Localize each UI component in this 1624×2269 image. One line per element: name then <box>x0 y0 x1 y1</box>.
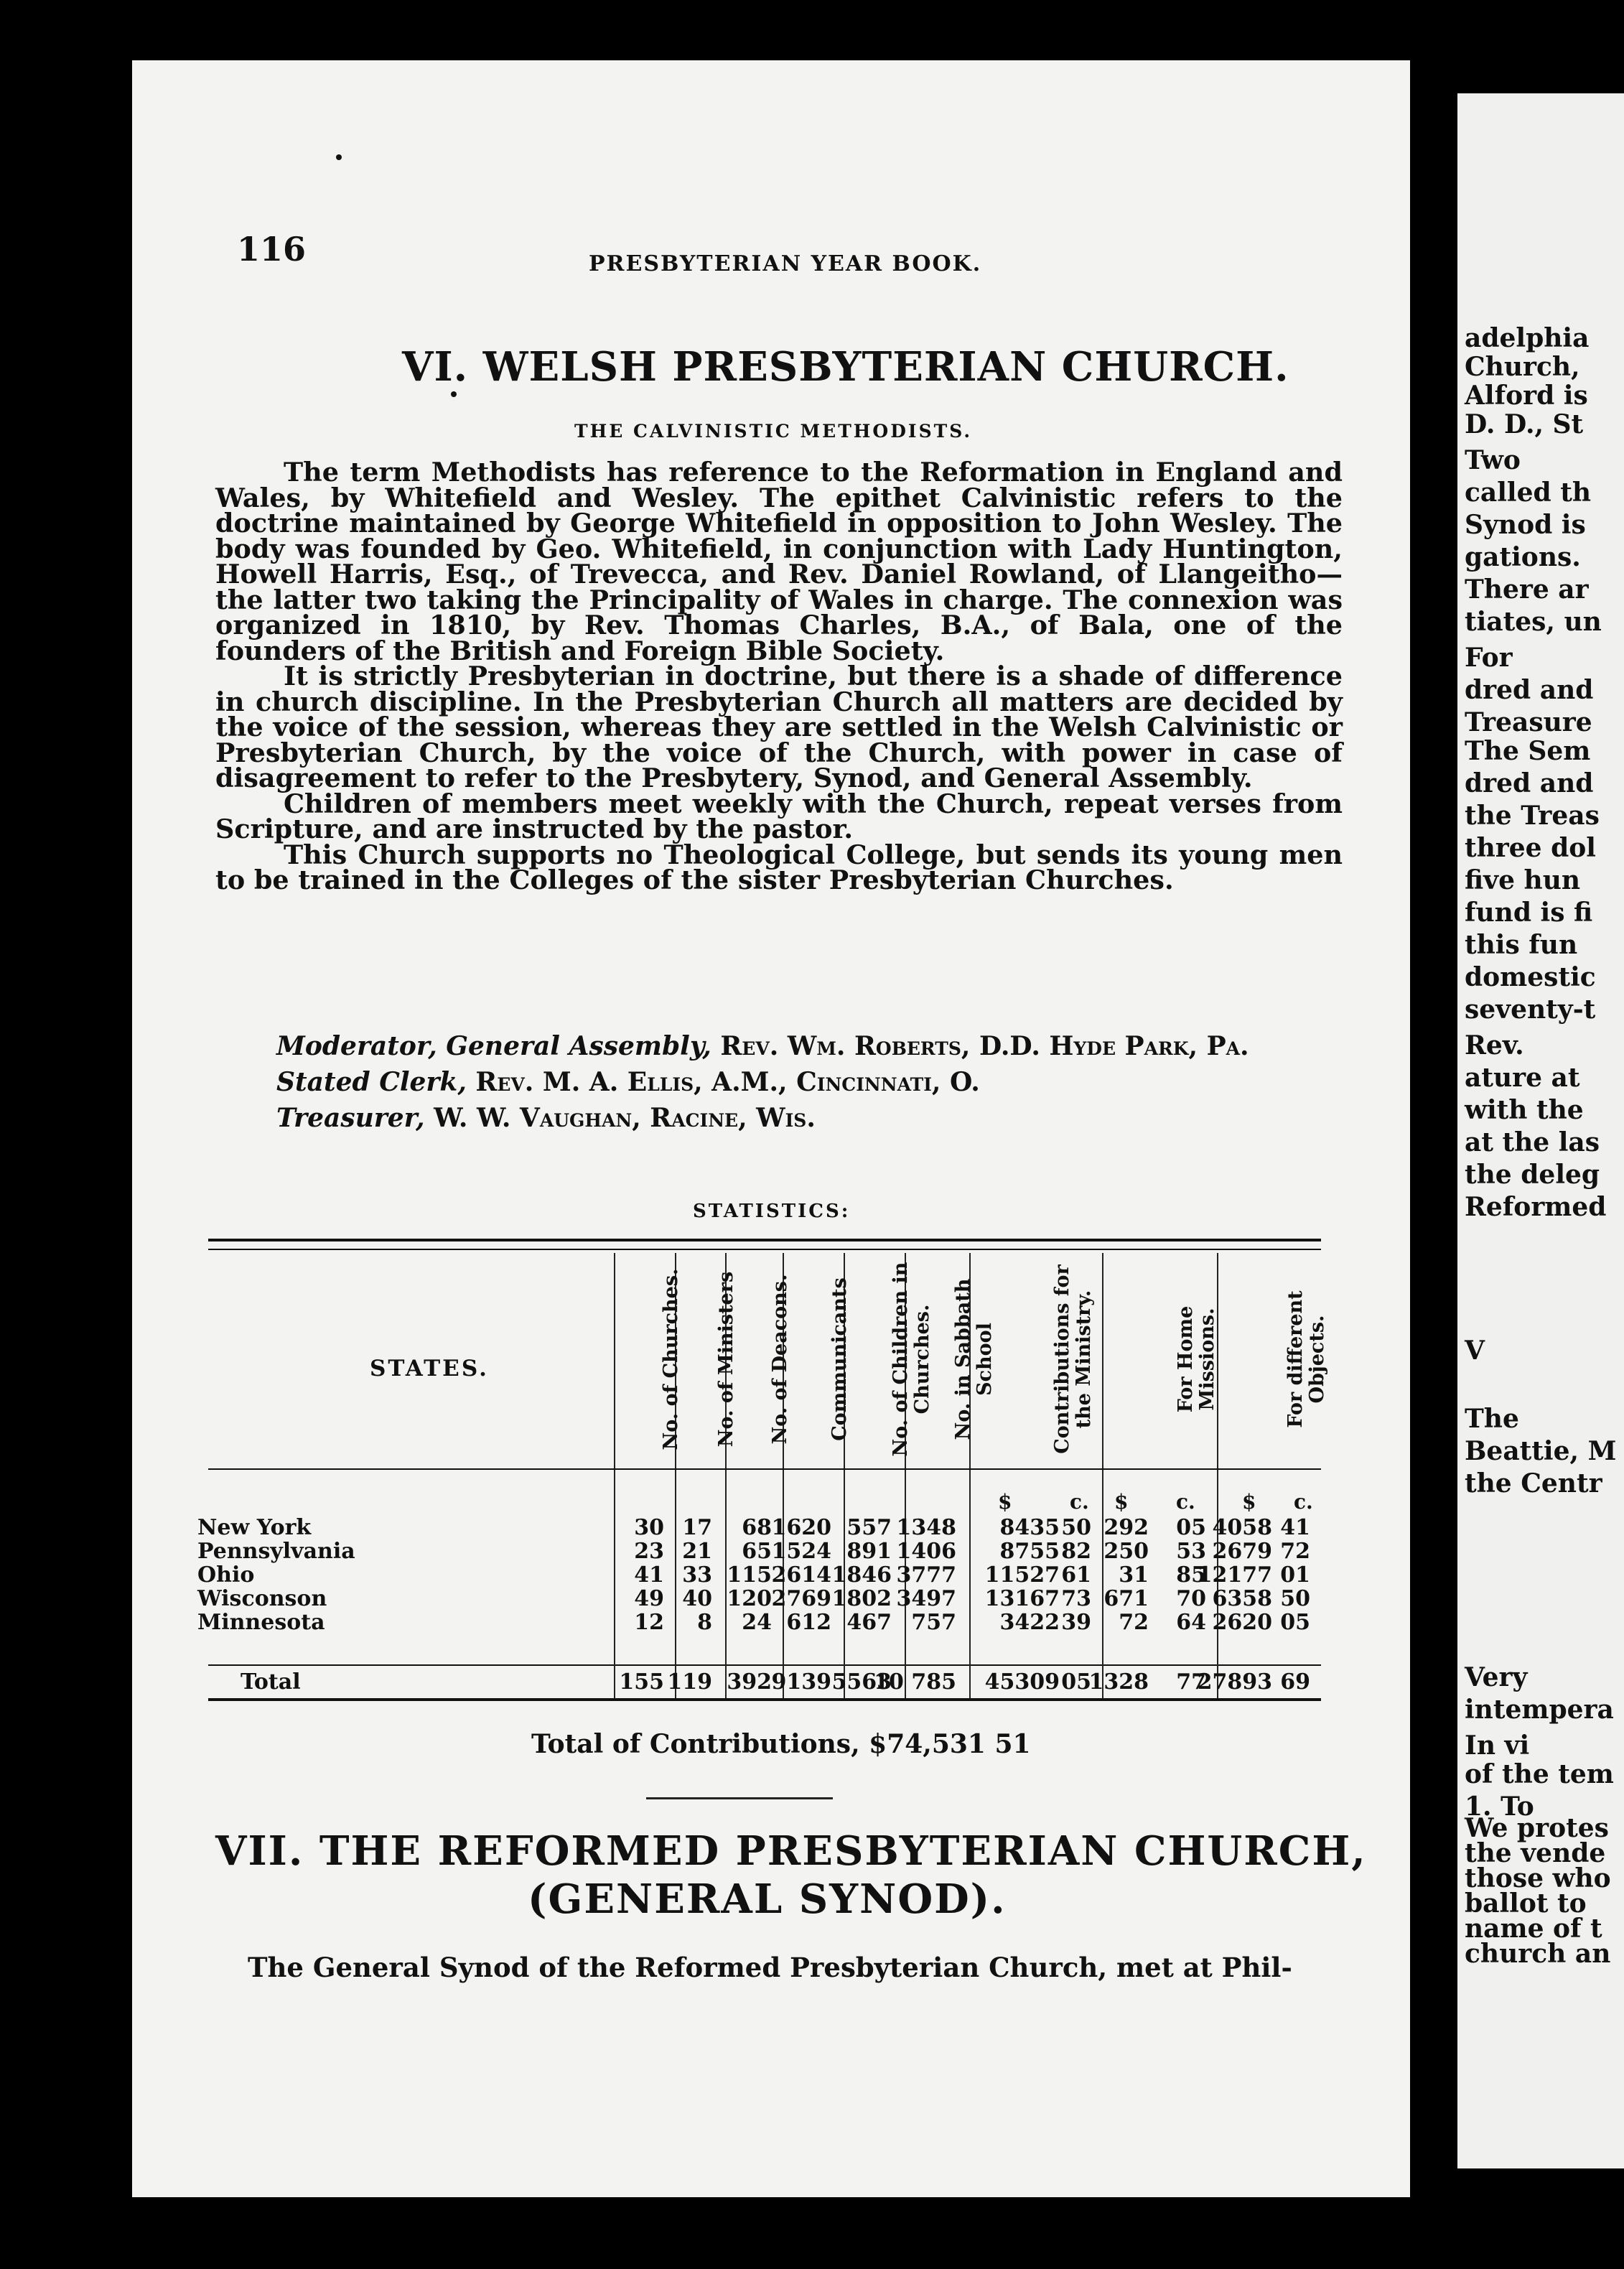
table-total-row <box>208 1669 1321 1693</box>
facing-page-line: Church, <box>1465 352 1580 382</box>
facing-page-line: the vende <box>1465 1838 1606 1868</box>
table-row <box>197 1539 1321 1564</box>
row-label: Ohio <box>197 1562 255 1588</box>
running-head: PRESBYTERIAN YEAR BOOK. <box>589 251 982 276</box>
facing-page-line: the deleg <box>1465 1160 1600 1190</box>
paragraph: This Church supports no Theological College, but sends its young men to be trained in the Colleges of the sister Presbyterian Churches. <box>215 839 1343 895</box>
facing-page-line: three dol <box>1465 833 1596 863</box>
facing-page-line: There ar <box>1465 574 1589 605</box>
facing-page-line: name of t <box>1465 1914 1602 1944</box>
unit-label: c. <box>1176 1490 1195 1514</box>
table-cell: 8755 <box>999 1539 1060 1564</box>
facing-page-line: the Treas <box>1465 801 1600 831</box>
table-cell: 1348 <box>896 1515 956 1540</box>
section-divider <box>646 1797 833 1799</box>
facing-page-line: tiates, un <box>1465 607 1602 637</box>
paragraph: Children of members meet weekly with the Church, repeat verses from Scripture, and are instructed by the pastor. <box>215 788 1343 844</box>
table-cell: 3497 <box>896 1586 956 1611</box>
table-cell: 2614 <box>771 1562 831 1588</box>
unit-label: c. <box>1070 1490 1089 1514</box>
facing-page-line: of the tem <box>1465 1759 1614 1789</box>
body-text <box>215 457 1343 895</box>
column-header: No. of Ministers <box>715 1271 737 1448</box>
facing-page-line: with the <box>1465 1095 1584 1125</box>
facing-page-line: gations. <box>1465 542 1581 572</box>
facing-page-line: The Sem <box>1465 736 1591 766</box>
table-cell: 11527 <box>984 1562 1060 1588</box>
column-header: Communicants <box>828 1277 851 1441</box>
table-cell: 05 <box>1176 1515 1206 1540</box>
table-cell: 292 <box>1103 1515 1149 1540</box>
table-cell: 1802 <box>831 1586 892 1611</box>
facing-page-line: ature at <box>1465 1063 1580 1093</box>
facing-page-line: Alford is <box>1465 381 1588 411</box>
next-section-subtitle: (GENERAL SYNOD). <box>528 1876 1007 1923</box>
facing-page-line: seventy-t <box>1465 994 1596 1025</box>
column-header: No. in Sabbath School <box>952 1278 996 1440</box>
table-cell: 21 <box>682 1539 712 1564</box>
unit-label: $ <box>1114 1490 1129 1514</box>
paragraph: The term Methodists has reference to the Reformation in England and Wales, by Whitefield and Wesley. The epithet Calvinistic refers to the doctrine maintained by George Whitefield in opposition to John Wesley. The body was founded by Geo. Whitefield, in conjunction with Lady Huntington, Howell Harris, Esq., of Trevecca, and Rev. Daniel Rowland, of Llangeitho—the latter two taking the Principality of Wales in charge. The connexion was organized in 1810, by Rev. Thomas Charles, B.A., of Bala, one of the founders of the British and Foreign Bible Society. <box>215 457 1343 666</box>
facing-page-line: D. D., St <box>1465 409 1584 439</box>
facing-page-line: fund is fi <box>1465 898 1593 928</box>
table-cell: 73 <box>1061 1586 1091 1611</box>
table-total-rule <box>208 1664 1321 1666</box>
officers-list <box>276 1028 1249 1136</box>
table-cell: 01 <box>1280 1562 1310 1588</box>
table-cell: 13167 <box>984 1586 1060 1611</box>
facing-page-line: Very <box>1465 1662 1528 1692</box>
table-cell: 23 <box>634 1539 664 1564</box>
table-cell: 61 <box>1061 1562 1091 1588</box>
table-cell: 8435 <box>999 1515 1060 1540</box>
table-cell: 72 <box>1280 1539 1310 1564</box>
table-cell: 33 <box>682 1562 712 1588</box>
row-label: Pennsylvania <box>197 1539 355 1564</box>
facing-page-line: We protes <box>1465 1813 1609 1843</box>
table-bottom-rule <box>208 1698 1321 1701</box>
facing-page-line: V <box>1465 1336 1485 1366</box>
table-cell: 9139 <box>771 1669 831 1695</box>
page-number: 116 <box>237 230 307 269</box>
row-label: Wisconson <box>197 1586 327 1611</box>
table-cell: 1328 <box>1088 1669 1149 1695</box>
table-row <box>197 1562 1321 1588</box>
table-row <box>197 1610 1321 1635</box>
table-cell: 82 <box>1061 1539 1091 1564</box>
table-cell: 31 <box>1119 1562 1149 1588</box>
unit-label: $ <box>1242 1490 1256 1514</box>
table-row <box>197 1586 1321 1611</box>
total-contributions: Total of Contributions, $74,531 51 <box>531 1729 1031 1759</box>
table-cell: 85 <box>1176 1562 1206 1588</box>
facing-page-line: Beattie, M <box>1465 1436 1617 1466</box>
next-section-text: The General Synod of the Reformed Presbyterian Church, met at Phil- <box>248 1952 1292 1983</box>
table-cell: 119 <box>667 1669 712 1695</box>
table-cell: 53 <box>1176 1539 1206 1564</box>
officer-clerk: Stated Clerk, Rev. M. A. Ellis, A.M., Cincinnati, O. <box>276 1067 980 1097</box>
column-header: For different Objects. <box>1284 1290 1328 1428</box>
next-section-title: VII. THE REFORMED PRESBYTERIAN CHURCH, <box>215 1827 1367 1875</box>
facing-page-line: those who <box>1465 1863 1611 1893</box>
table-cell: 17 <box>682 1515 712 1540</box>
facing-page-line: Two <box>1465 445 1521 475</box>
table-cell: 3422 <box>999 1610 1060 1635</box>
table-cell: 64 <box>1176 1610 1206 1635</box>
table-cell: 05 <box>1280 1610 1310 1635</box>
table-cell: 1620 <box>771 1515 831 1540</box>
facing-page-line: 1. To <box>1465 1792 1534 1822</box>
speck <box>336 154 342 160</box>
table-cell: 671 <box>1103 1586 1149 1611</box>
table-cell: 77 <box>1176 1669 1206 1695</box>
column-header: No. of Deacons. <box>769 1274 791 1445</box>
table-cell: 05 <box>1061 1669 1091 1695</box>
table-cell: 10 785 <box>874 1669 956 1695</box>
statistics-title: STATISTICS: <box>693 1201 851 1222</box>
table-cell: 41 <box>1280 1515 1310 1540</box>
table-cell: 24 <box>742 1610 772 1635</box>
facing-page-line: at the las <box>1465 1127 1600 1157</box>
facing-page-line: adelphia <box>1465 323 1590 353</box>
table-cell: 155 <box>619 1669 664 1695</box>
facing-page-line: dred and <box>1465 768 1594 798</box>
facing-page-line: church an <box>1465 1939 1611 1969</box>
facing-page <box>1457 93 1624 2168</box>
table-cell: 891 <box>846 1539 892 1564</box>
table-cell: 70 <box>1176 1586 1206 1611</box>
officer-moderator: Moderator, General Assembly, Rev. Wm. Roberts, D.D. Hyde Park, Pa. <box>276 1031 1249 1061</box>
facing-page-line: In vi <box>1465 1730 1530 1761</box>
column-header: Contributions for the Ministry. <box>1050 1264 1095 1454</box>
facing-page-line: Rev. <box>1465 1030 1524 1061</box>
column-header: No. of Churches. <box>659 1268 682 1450</box>
table-cell: 69 <box>1280 1669 1310 1695</box>
facing-page-line: For <box>1465 643 1513 673</box>
header-rule <box>208 1468 1321 1470</box>
table-top-rule <box>208 1239 1321 1241</box>
speck <box>451 391 457 397</box>
table-cell: 612 <box>786 1610 831 1635</box>
facing-page-line: The <box>1465 1404 1519 1434</box>
table-cell: 12177 <box>1197 1562 1272 1588</box>
column-header: For Home Missions. <box>1175 1305 1218 1413</box>
facing-page-line: dred and <box>1465 675 1594 705</box>
facing-page-line: five hun <box>1465 865 1581 895</box>
states-header: STATES. <box>370 1356 489 1382</box>
table-cell: 27893 <box>1197 1669 1272 1695</box>
table-cell: 1524 <box>771 1539 831 1564</box>
paragraph: It is strictly Presbyterian in doctrine, but there is a shade of difference in church discipline. In the Presbyterian Church all matters are decided by the voice of the session, whereas they are settled in the Welsh Calvinistic or Presbyterian Church, by the voice of the Church, with power in case of disagreement to refer to the Presbytery, Synod, and General Assembly. <box>215 661 1343 793</box>
table-cell: 1406 <box>896 1539 956 1564</box>
row-label: New York <box>197 1515 312 1540</box>
facing-page-line: intempera <box>1465 1695 1614 1725</box>
unit-label: c. <box>1294 1490 1313 1514</box>
table-cell: 65 <box>742 1539 772 1564</box>
table-cell: 12 <box>634 1610 664 1635</box>
table-cell: 30 <box>634 1515 664 1540</box>
table-cell: 40 <box>682 1586 712 1611</box>
officer-treasurer: Treasurer, W. W. Vaughan, Racine, Wis. <box>276 1103 816 1133</box>
statistics-table <box>197 1239 1328 1727</box>
table-cell: 757 <box>911 1610 956 1635</box>
facing-page-line: domestic <box>1465 962 1596 992</box>
section-subtitle: THE CALVINISTIC METHODISTS. <box>574 421 973 442</box>
unit-label: $ <box>998 1490 1012 1514</box>
table-cell: 115 <box>727 1562 772 1588</box>
table-cell: 467 <box>846 1610 892 1635</box>
table-cell: 2620 <box>1212 1610 1272 1635</box>
table-cell: 39 <box>1061 1610 1091 1635</box>
row-label: Minnesota <box>197 1610 325 1635</box>
table-cell: 49 <box>634 1586 664 1611</box>
table-cell: 68 <box>742 1515 772 1540</box>
table-cell: 4058 <box>1212 1515 1272 1540</box>
column-header: No. of Children in Churches. <box>889 1262 933 1457</box>
table-cell: 250 <box>1103 1539 1149 1564</box>
facing-page-line: Reformed <box>1465 1192 1607 1222</box>
facing-page-line: Treasure <box>1465 707 1592 737</box>
table-cell: 50 <box>1061 1515 1091 1540</box>
table-row <box>197 1515 1321 1540</box>
table-cell: 2769 <box>771 1586 831 1611</box>
table-cell: 72 <box>1119 1610 1149 1635</box>
table-cell: 1846 <box>831 1562 892 1588</box>
facing-page-line: this fun <box>1465 930 1578 960</box>
facing-page-line: the Centr <box>1465 1468 1602 1499</box>
table-top-rule-2 <box>208 1249 1321 1250</box>
facing-page-line: called th <box>1465 477 1592 508</box>
row-label: Total <box>241 1669 301 1695</box>
table-cell: 2679 <box>1212 1539 1272 1564</box>
table-cell: 50 <box>1280 1586 1310 1611</box>
section-title: VI. WELSH PRESBYTERIAN CHURCH. <box>402 343 1289 391</box>
facing-page-line: Synod is <box>1465 510 1586 540</box>
table-cell: 5563 <box>831 1669 892 1695</box>
table-cell: 45309 <box>984 1669 1060 1695</box>
table-cell: 41 <box>634 1562 664 1588</box>
table-cell: 8 <box>697 1610 712 1635</box>
table-cell: 120 <box>727 1586 772 1611</box>
table-cell: 6358 <box>1212 1586 1272 1611</box>
table-cell: 3777 <box>896 1562 956 1588</box>
table-cell: 557 <box>846 1515 892 1540</box>
facing-page-line: ballot to <box>1465 1888 1587 1919</box>
table-cell: 392 <box>727 1669 772 1695</box>
